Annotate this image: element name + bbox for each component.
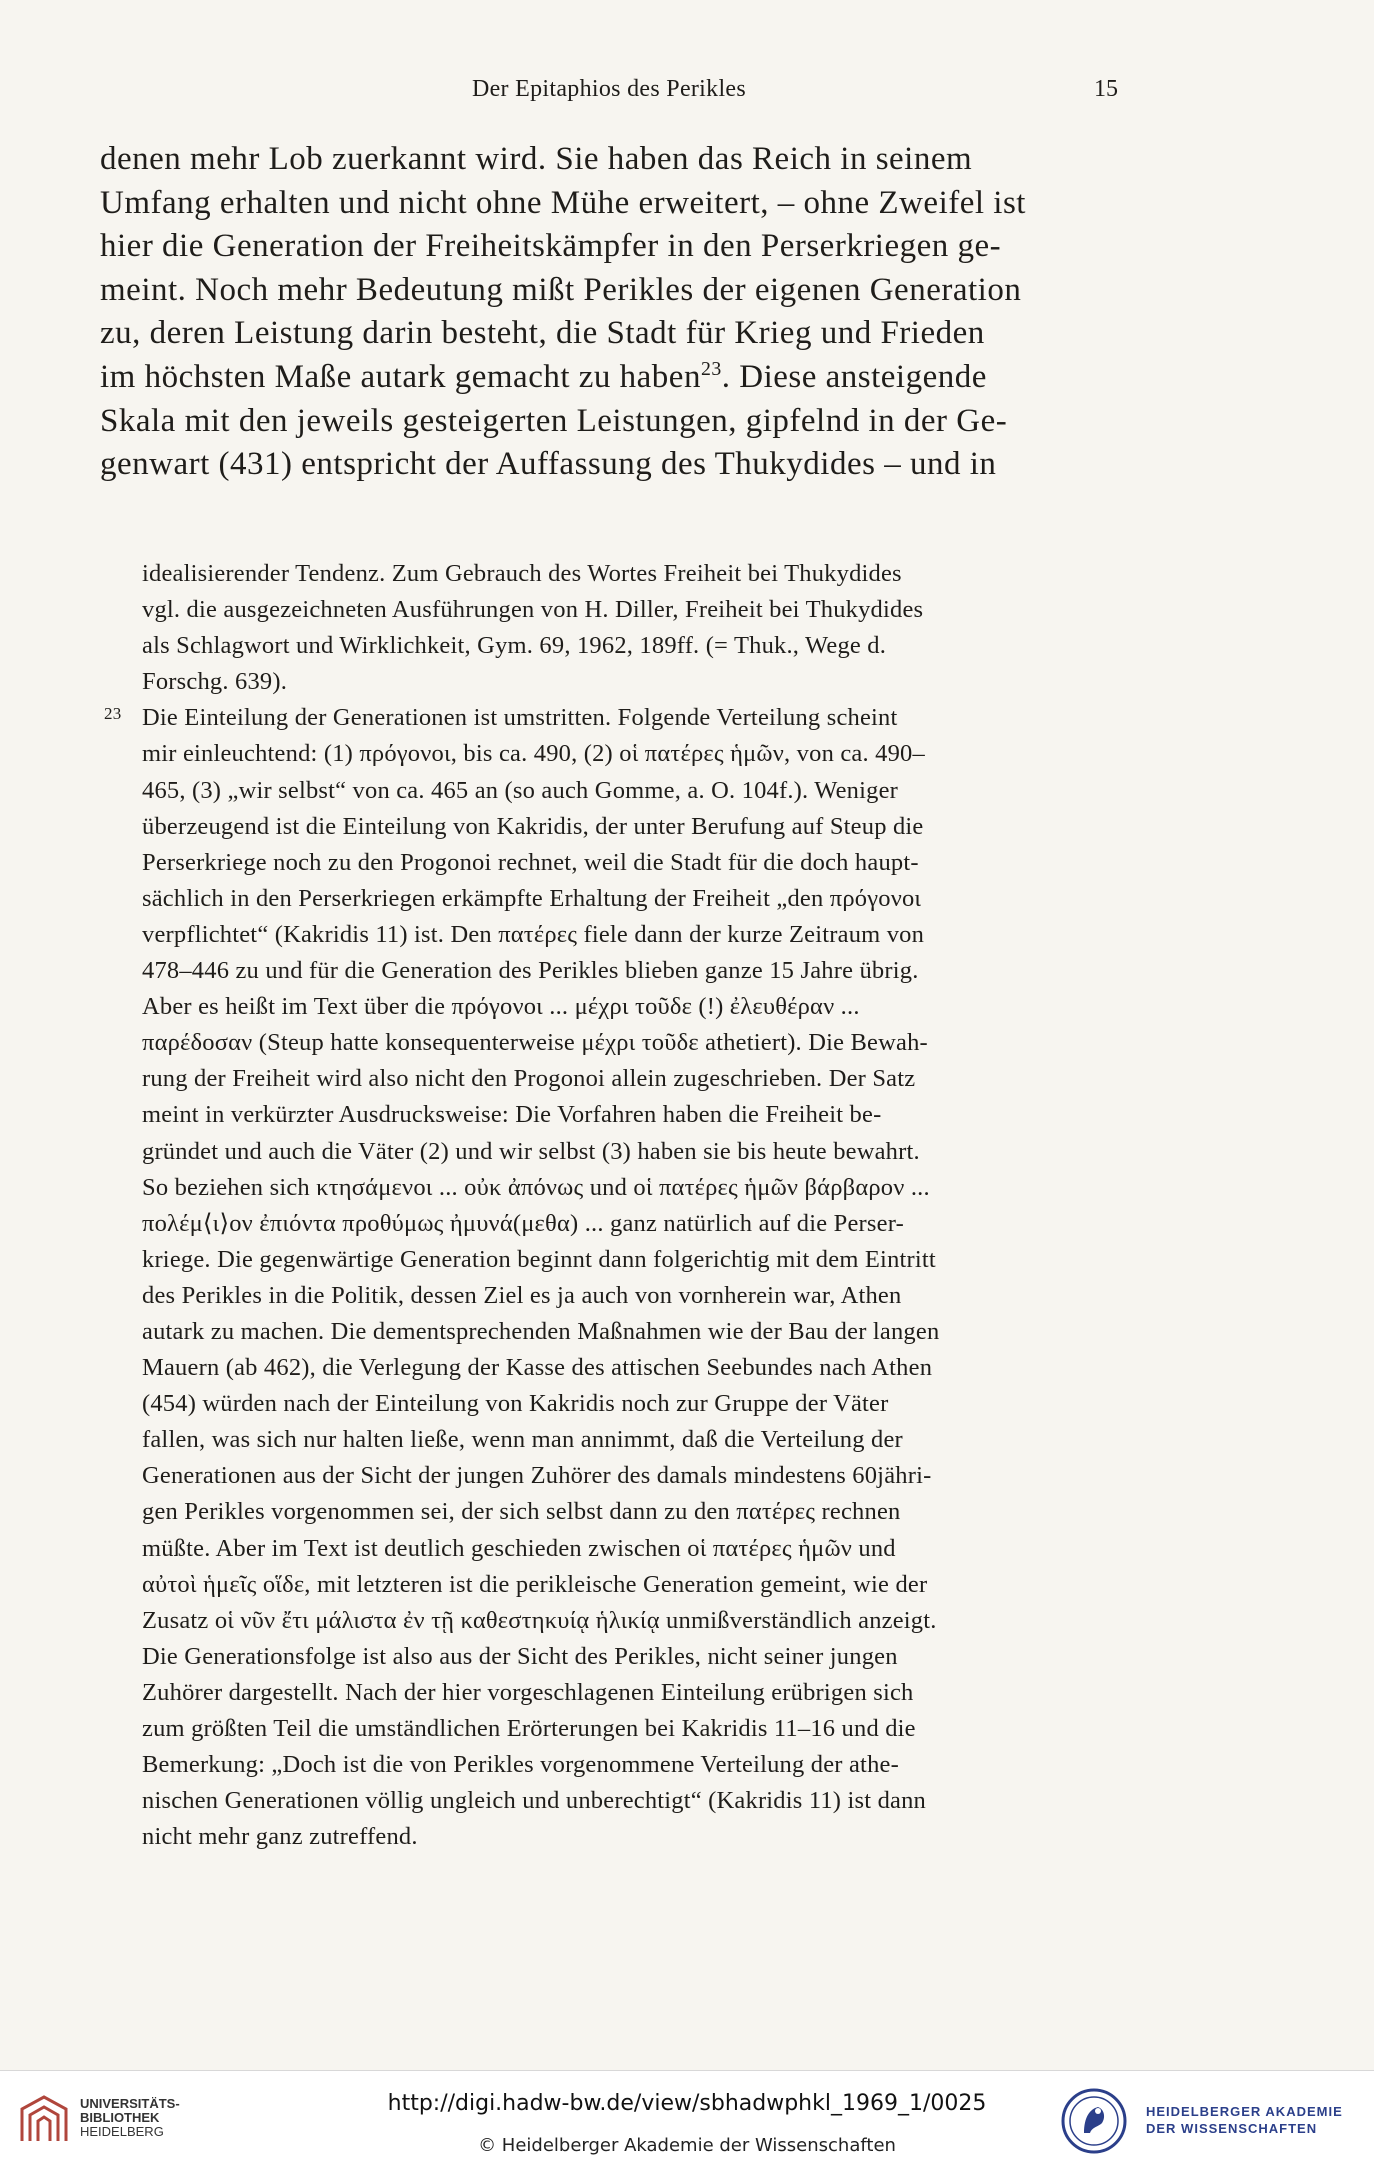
footnote-line: mir einleuchtend: (1) πρόγονοι, bis ca. 490, (2) οἱ πατέρες ἡμῶν, von ca. 490– (142, 740, 925, 768)
footnote-line (100, 700, 1118, 736)
footnote-line: Perserkriege noch zu den Progonoi rechnet, weil die Stadt für die doch haupt- (142, 848, 919, 876)
library-name-line: HEIDELBERG (80, 2124, 164, 2139)
footnote-line: Forschg. 639). (142, 668, 288, 696)
footnote-line: Generationen aus der Sicht der jungen Zuhörer des damals mindestens 60jähri- (142, 1462, 932, 1490)
footnote-line: 478–446 zu und für die Generation des Perikles blieben ganze 15 Jahre übrig. (142, 957, 919, 985)
footnote-line: idealisierender Tendenz. Zum Gebrauch des Wortes Freiheit bei Thukydides (142, 560, 902, 587)
academy-name (1146, 2103, 1343, 2137)
footnote-reference: 23 (700, 358, 722, 381)
text-line: zu, deren Leistung darin besteht, die Stadt für Krieg und Frieden (100, 315, 985, 352)
library-name-line: UNIVERSITÄTS- (80, 2096, 180, 2111)
footnote-line: zum größten Teil die umständlichen Erörterungen bei Kakridis 11–16 und die (142, 1715, 916, 1742)
text-line: meint. Noch mehr Bedeutung mißt Perikles der eigenen Generation (100, 271, 1022, 308)
text-line: hier die Generation der Freiheitskämpfer in den Perserkriegen ge- (100, 228, 1002, 265)
text-line: denen mehr Lob zuerkannt wird. Sie haben das Reich in seinem (100, 141, 973, 177)
footnote-line: (454) würden nach der Einteilung von Kakridis noch zur Gruppe der Väter (142, 1390, 889, 1418)
footnote-line: πολέμ⟨ι⟩ον ἐπιόντα προθύμως ἠμυνά(μεθα) ... ganz natürlich auf die Perser- (142, 1209, 904, 1237)
footnote-line: Aber es heißt im Text über die πρόγονοι ... μέχρι τοῦδε (!) ἐλευθέραν ... (142, 993, 860, 1021)
footnote-line: αὐτοὶ ἡμεῖς οἵδε, mit letzteren ist die perikleische Generation gemeint, wie der (142, 1570, 928, 1598)
footnote-line: rung der Freiheit wird also nicht den Progonoi allein zugeschrieben. Der Satz (142, 1065, 916, 1093)
footnotes (100, 556, 1118, 1855)
text-line: Skala mit den jeweils gesteigerten Leistungen, gipfelnd in der Ge- (100, 402, 1008, 439)
text-line (100, 356, 1118, 400)
text-segment: . Diese ansteigende (721, 358, 987, 395)
footnote-line: vgl. die ausgezeichneten Ausführungen von H. Diller, Freiheit bei Thukydides (142, 596, 924, 624)
footnote-text: Die Einteilung der Generationen ist umstritten. Folgende Verteilung scheint (142, 704, 898, 732)
running-head (100, 76, 1118, 112)
footnote-line: gen Perikles vorgenommen sei, der sich selbst dann zu den πατέρες rechnen (142, 1498, 901, 1526)
footnote-line: Die Generationsfolge ist also aus der Sicht des Perikles, nicht seiner jungen (142, 1642, 898, 1670)
footnote-line: So beziehen sich κτησάμενοι ... οὐκ ἀπόνως und οἱ πατέρες ἡμῶν βάρβαρον ... (142, 1173, 930, 1201)
text-segment: im höchsten Maße autark gemacht zu haben (100, 358, 701, 395)
main-text (100, 138, 1118, 487)
footnote-line: sächlich in den Perserkriegen erkämpfte Erhaltung der Freiheit „den πρόγονοι (142, 884, 922, 912)
academy-name-line: DER WISSENSCHAFTEN (1146, 2121, 1318, 2136)
footnote-line: des Perikles in die Politik, dessen Ziel es ja auch von vornherein war, Athen (142, 1281, 902, 1309)
footnote-line: παρέδοσαν (Steup hatte konsequenterweise μέχρι τοῦδε athetiert). Die Bewah- (142, 1029, 928, 1057)
viewer-footer (0, 2070, 1374, 2175)
running-title: Der Epitaphios des Perikles (471, 76, 747, 102)
library-name-line: BIBLIOTHEK (80, 2110, 160, 2125)
footnote-line: Mauern (ab 462), die Verlegung der Kasse des attischen Seebundes nach Athen (142, 1354, 933, 1382)
permalink-url[interactable]: http://digi.hadw-bw.de/view/sbhadwphkl_1969_1/0025 (387, 2091, 987, 2116)
text-line: genwart (431) entspricht der Auffassung des Thukydides – und in (100, 446, 997, 483)
footnote-line: kriege. Die gegenwärtige Generation beginnt dann folgerichtig mit dem Eintritt (142, 1245, 936, 1273)
footnote-line: verpflichtet“ (Kakridis 11) ist. Den πατέρες fiele dann der kurze Zeitraum von (142, 920, 925, 948)
academy-seal-icon[interactable] (1060, 2087, 1128, 2155)
footnote-line: Zuhörer dargestellt. Nach der hier vorgeschlagenen Einteilung erübrigen sich (142, 1678, 914, 1706)
footnote-number: 23 (104, 704, 122, 724)
footnote-line: meint in verkürzter Ausdrucksweise: Die Vorfahren haben die Freiheit be- (142, 1101, 882, 1129)
footnote-line: als Schlagwort und Wirklichkeit, Gym. 69, 1962, 189ff. (= Thuk., Wege d. (142, 632, 887, 660)
footnote-line: Bemerkung: „Doch ist die von Perikles vorgenommene Verteilung der athe- (142, 1751, 899, 1779)
footnote-line: fallen, was sich nur halten ließe, wenn man annimmt, daß die Verteilung der (142, 1426, 903, 1454)
copyright-notice: © Heidelberger Akademie der Wissenschaften (478, 2135, 896, 2156)
page-number: 15 (1094, 76, 1118, 102)
footnote-line: Zusatz οἱ νῦν ἔτι μάλιστα ἐν τῇ καθεστηκυίᾳ ἡλικίᾳ unmißverständlich anzeigt. (142, 1606, 937, 1634)
footnote-line: müßte. Aber im Text ist deutlich geschieden zwischen οἱ πατέρες ἡμῶν und (142, 1534, 896, 1562)
academy-name-line: HEIDELBERGER AKADEMIE (1146, 2104, 1343, 2119)
footnote-line: nicht mehr ganz zutreffend. (142, 1823, 418, 1851)
footnote-line: 465, (3) „wir selbst“ von ca. 465 an (so auch Gomme, a. O. 104f.). Weniger (142, 776, 899, 804)
footnote-line: gründet und auch die Väter (2) und wir selbst (3) haben sie bis heute bewahrt. (142, 1137, 920, 1165)
footnote-line: nischen Generationen völlig ungleich und unberechtigt“ (Kakridis 11) ist dann (142, 1787, 926, 1815)
footnote-line: überzeugend ist die Einteilung von Kakridis, der unter Berufung auf Steup die (142, 812, 924, 840)
text-line: Umfang erhalten und nicht ohne Mühe erweitert, – ohne Zweifel ist (100, 184, 1026, 221)
footnote-line: autark zu machen. Die dementsprechenden Maßnahmen wie der Bau der langen (142, 1317, 940, 1345)
